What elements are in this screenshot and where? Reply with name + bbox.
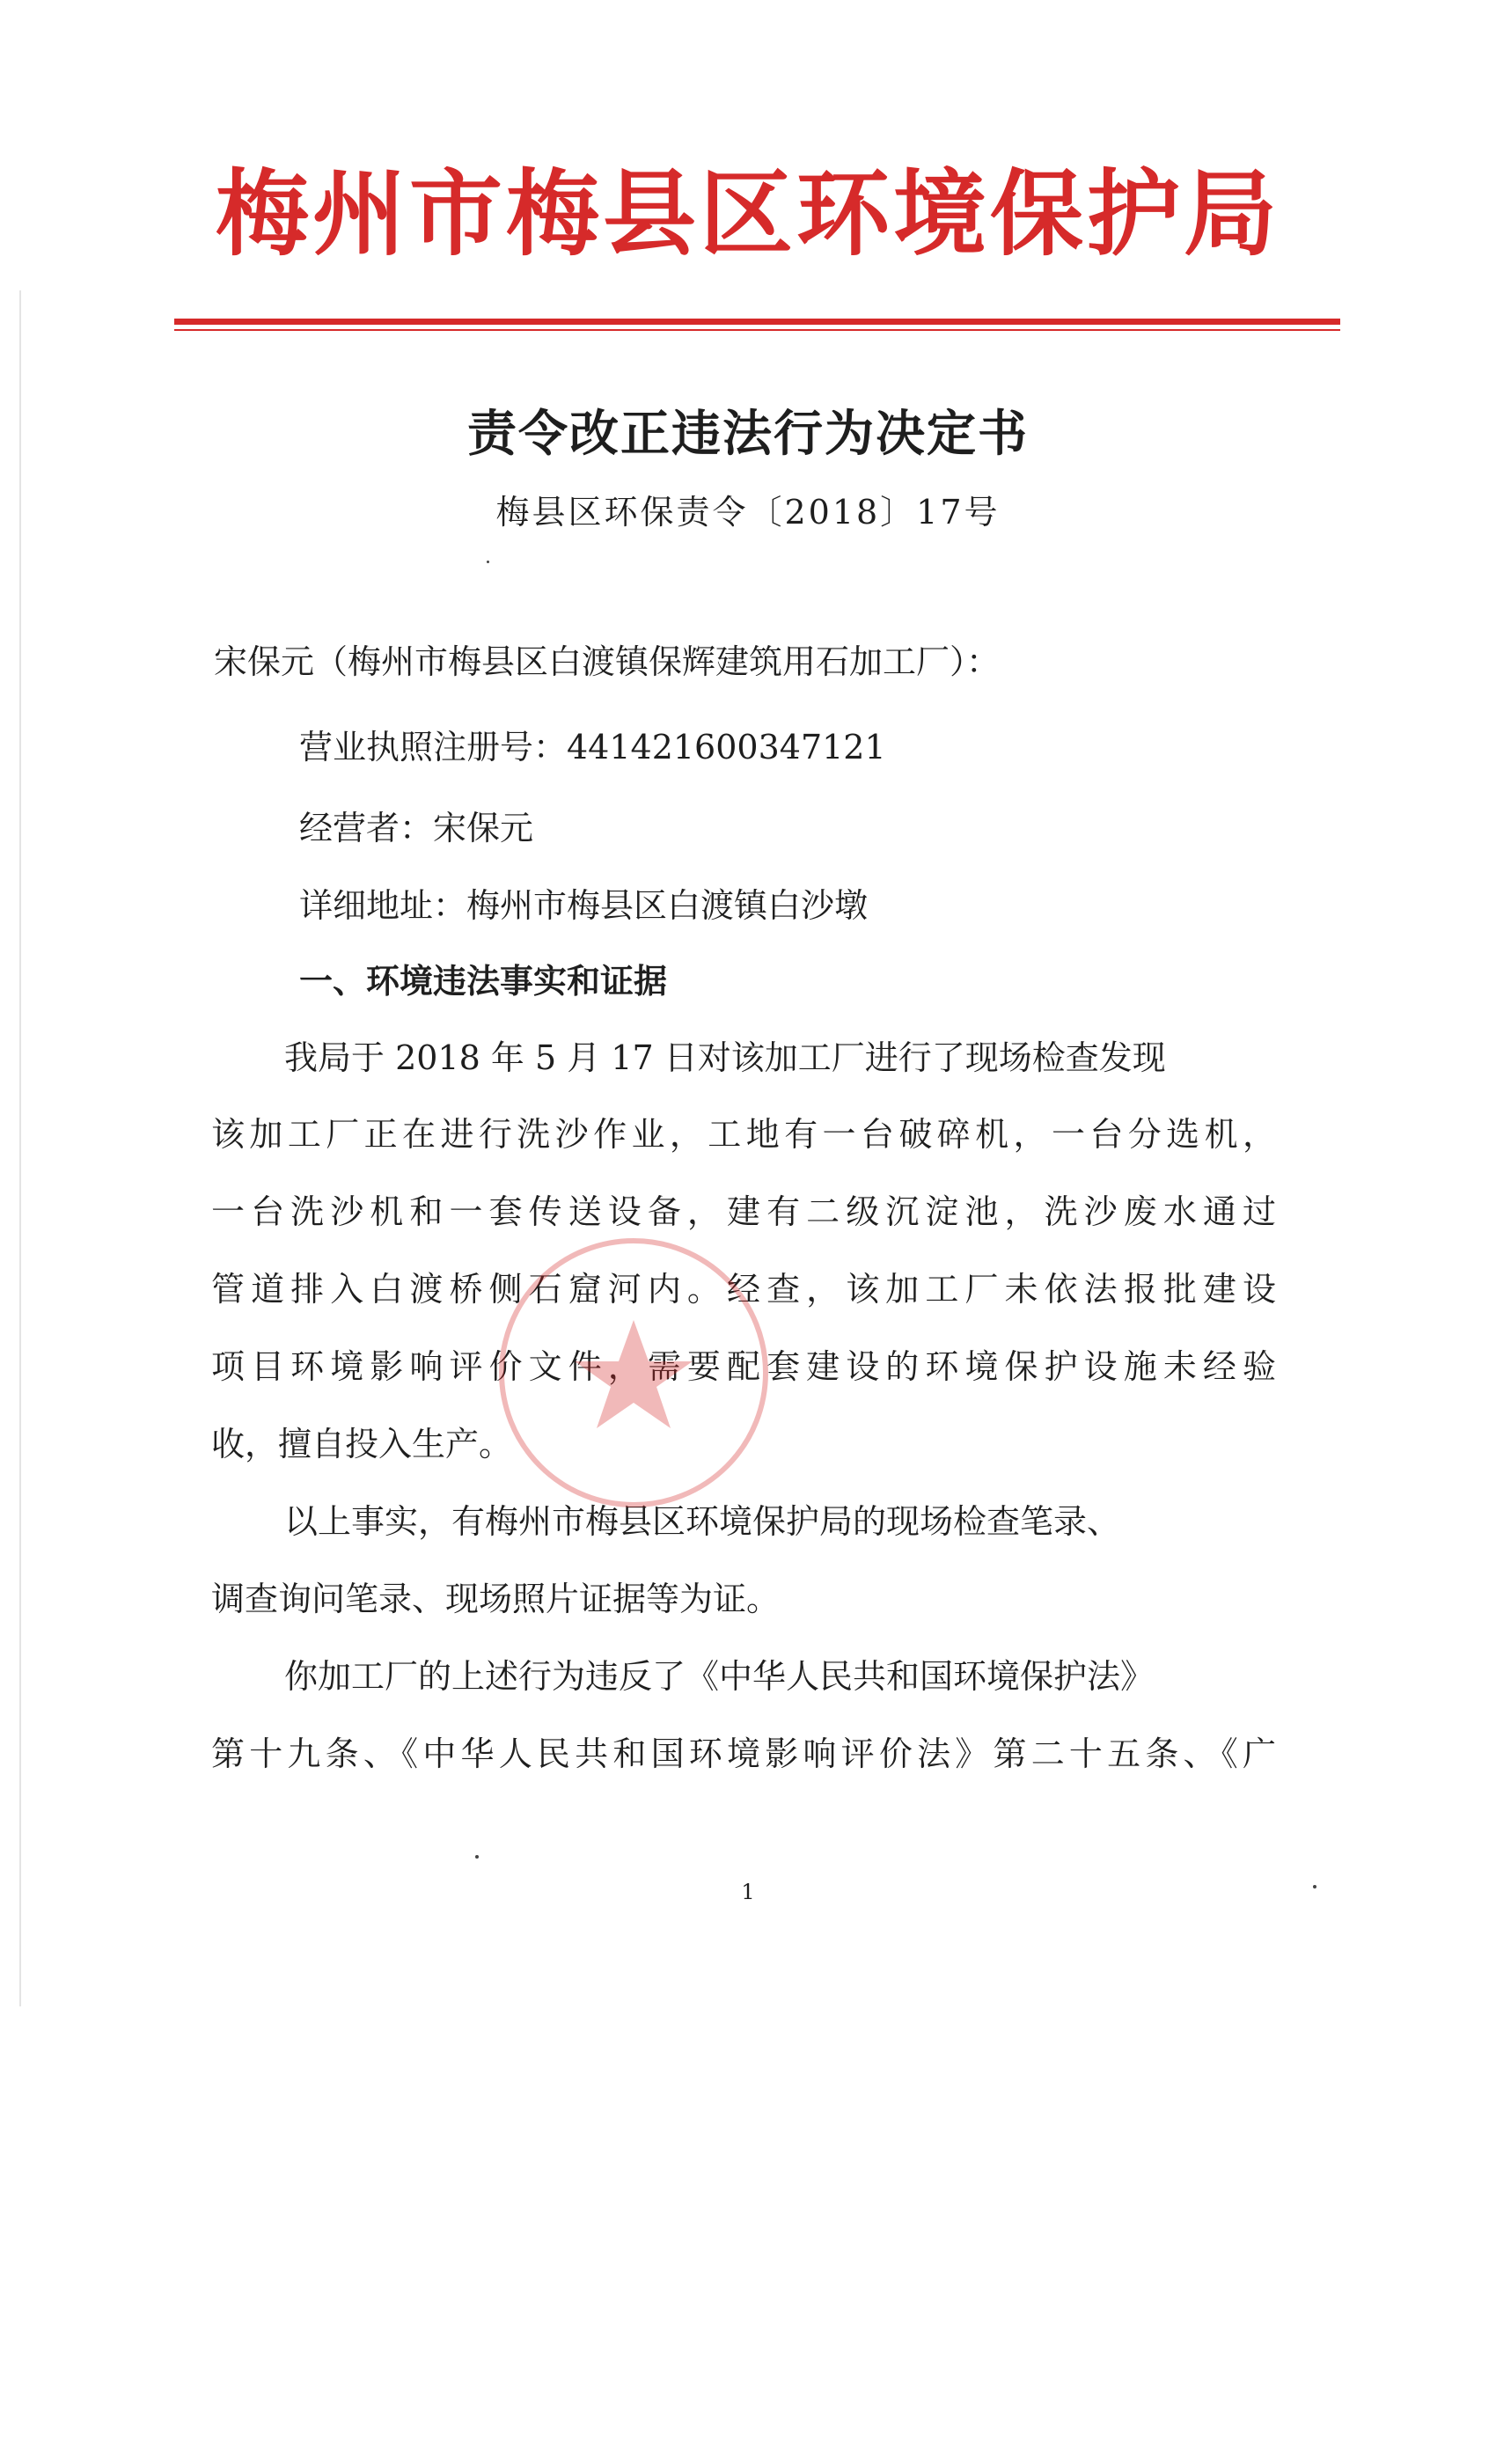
letterhead-rule-thick	[174, 319, 1340, 325]
paragraph-line: 项目环境影响评价文件，需要配套建设的环境保护设施未经验	[211, 1347, 1276, 1386]
paragraph-line: 以上事实，有梅州市梅县区环境保护局的现场检查笔录、	[284, 1502, 1121, 1541]
official-seal-stamp	[488, 1228, 779, 1518]
paragraph-line: 管道排入白渡桥侧石窟河内。经查，该加工厂未依法报批建设	[211, 1270, 1276, 1309]
document-title: 责令改正违法行为决定书	[467, 406, 1029, 463]
paragraph-line: 我局于 2018 年 5 月 17 日对该加工厂进行了现场检查发现	[284, 1038, 1166, 1077]
license-number-line: 营业执照注册号：441421600347121	[299, 728, 886, 766]
letterhead-title: 梅州市梅县区环境保护局	[216, 158, 1280, 268]
paragraph-line: 调查询问笔录、现场照片证据等为证。	[211, 1580, 781, 1618]
paragraph-line: 你加工厂的上述行为违反了《中华人民共和国环境保护法》	[284, 1657, 1155, 1696]
paragraph-line: 一台洗沙机和一套传送设备，建有二级沉淀池，洗沙废水通过	[211, 1192, 1276, 1231]
paragraph-line: 第十九条、《中华人民共和国环境影响评价法》第二十五条、《广	[211, 1734, 1276, 1773]
recipient-line: 宋保元（梅州市梅县区白渡镇保辉建筑用石加工厂）：	[214, 642, 1001, 681]
scan-speck	[1313, 1885, 1316, 1888]
paragraph-line: 收，擅自投入生产。	[211, 1425, 513, 1463]
operator-line: 经营者：宋保元	[299, 809, 534, 847]
section-heading-violation-facts: 一、环境违法事实和证据	[299, 962, 668, 1001]
letterhead-rule-thin	[174, 329, 1340, 331]
document-number: 梅县区环保责令〔2018〕17号	[495, 493, 1001, 532]
address-line: 详细地址：梅州市梅县区白渡镇白沙墩	[299, 886, 869, 925]
scan-speck	[487, 561, 489, 563]
page-number: 1	[741, 1880, 755, 1904]
scan-edge	[19, 290, 21, 2006]
scan-speck	[475, 1855, 479, 1859]
paragraph-line: 该加工厂正在进行洗沙作业，工地有一台破碎机，一台分选机，	[211, 1115, 1276, 1154]
